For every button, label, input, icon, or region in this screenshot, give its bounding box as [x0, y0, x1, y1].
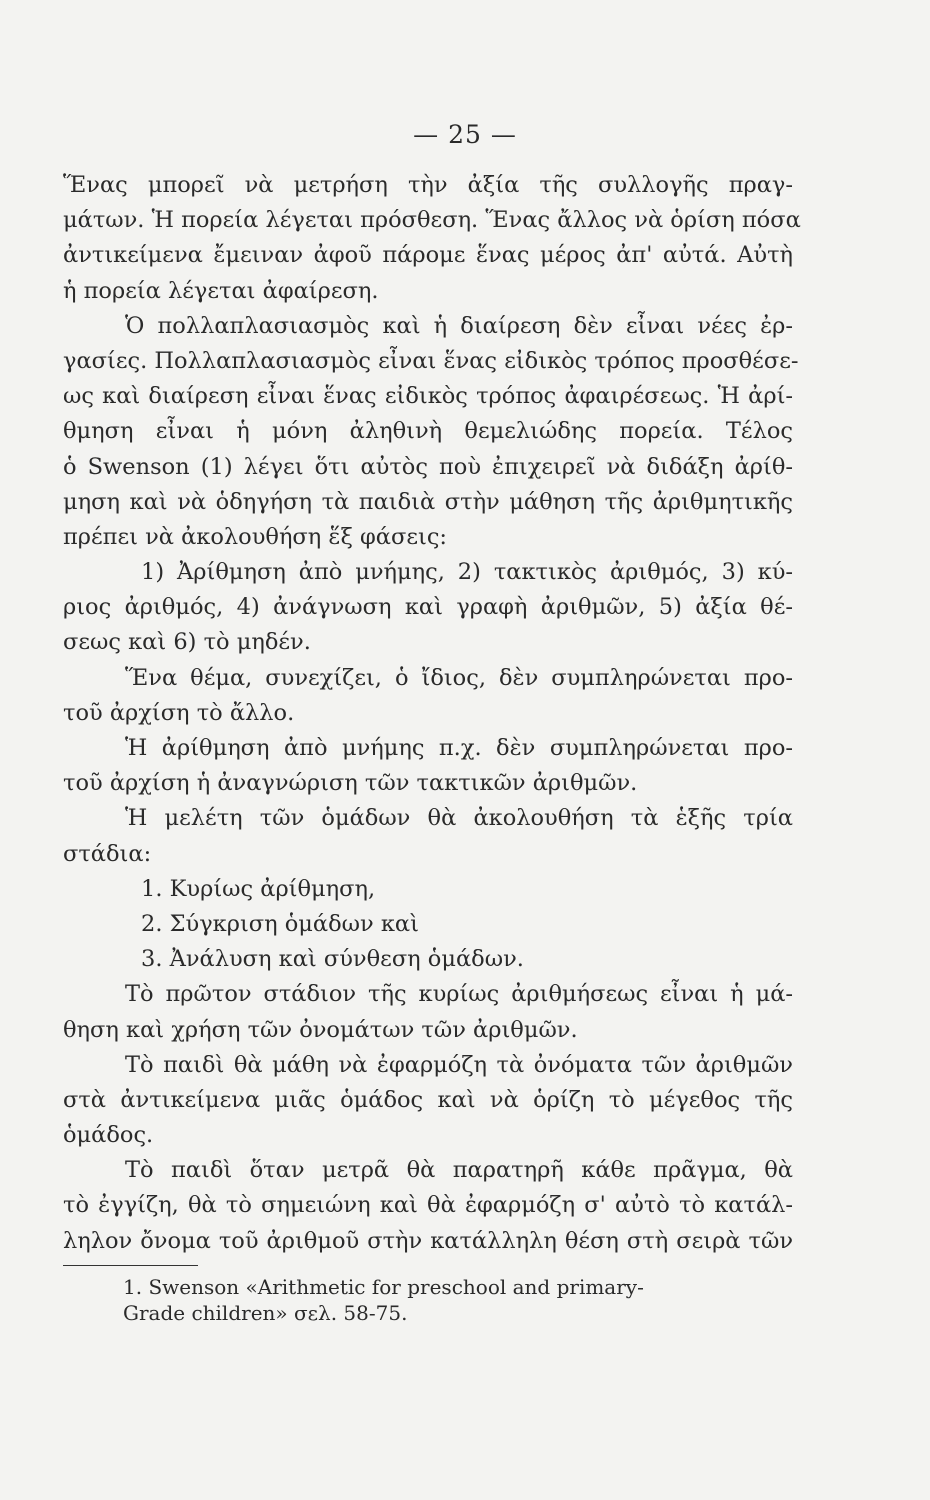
text-line: σεως καὶ 6) τὸ μηδέν. — [63, 629, 311, 656]
text-line: τοῦ ἀρχίση τὸ ἄλλο. — [63, 699, 295, 726]
text-line: ὁμάδος. — [63, 1122, 154, 1149]
text-line: Τὸ παιδὶ ὅταν μετρᾶ θὰ παρατηρῆ κάθε πρᾶγμα, θὰ — [125, 1157, 793, 1184]
text-line: Ἡ ἀρίθμηση ἀπὸ μνήμης π.χ. δὲν συμπληρώνεται προ- — [125, 735, 793, 761]
text-line: πρέπει νὰ ἀκολουθήση ἕξ φάσεις: — [63, 523, 448, 550]
text-line: Ἕνας μπορεῖ νὰ μετρήση τὴν ἀξία τῆς συλλογῆς πραγ- — [63, 172, 793, 198]
text-line: ριος ἀριθμός, 4) ἀνάγνωση καὶ γραφὴ ἀριθμῶν, 5) ἀξία θέ- — [63, 594, 793, 621]
text-line: τοῦ ἀρχίση ἡ ἀναγνώριση τῶν τακτικῶν ἀριθμῶν. — [63, 770, 638, 797]
text-line: 1) Ἀρίθμηση ἀπὸ μνήμης, 2) τακτικὸς ἀριθμός, 3) κύ- — [141, 559, 793, 586]
text-line: ως καὶ διαίρεση εἶναι ἕνας εἰδικὸς τρόπος ἀφαιρέσεως. Ἡ ἀρί- — [63, 383, 793, 410]
text-line: στὰ ἀντικείμενα μιᾶς ὁμάδος καὶ νὰ ὁρίζη τὸ μέγεθος τῆς — [63, 1086, 793, 1113]
text-line: Ἕνα θέμα, συνεχίζει, ὁ ἴδιος, δὲν συμπληρώνεται προ- — [125, 664, 793, 691]
text-line: θηση καὶ χρήση τῶν ὀνομάτων τῶν ἀριθμῶν. — [63, 1016, 578, 1043]
text-line: τὸ ἐγγίζη, θὰ τὸ σημειώνη καὶ θὰ ἐφαρμόζη σ' αὐτὸ τὸ κατάλ- — [63, 1192, 793, 1219]
text-line: ὁ Swenson (1) λέγει ὅτι αὐτὸς ποὺ ἐπιχειρεῖ νὰ διδάξη ἀρίθ- — [63, 453, 793, 480]
text-line: Ὁ πολλαπλασιασμὸς καὶ ἡ διαίρεση δὲν εἶναι νέες ἐρ- — [125, 312, 793, 339]
list-item: 3. Ἀνάλυση καὶ σύνθεση ὁμάδων. — [141, 946, 524, 973]
footnote — [63, 1274, 793, 1326]
footnote-line: 1. Swenson «Arithmetic for preschool and primary- — [123, 1275, 644, 1299]
list-item: 2. Σύγκριση ὁμάδων καὶ — [141, 910, 419, 937]
text-line: ληλον ὄνομα τοῦ ἀριθμοῦ στὴν κατάλληλη θέση στὴ σειρὰ τῶν — [63, 1227, 793, 1254]
text-line: ἀντικείμενα ἔμειναν ἀφοῦ πάρομε ἕνας μέρος ἀπ' αὐτά. Αὐτὴ — [63, 242, 793, 269]
body-text — [63, 168, 801, 1259]
footnote-divider — [63, 1265, 198, 1266]
text-line: μηση καὶ νὰ ὁδηγήση τὰ παιδιὰ στὴν μάθηση τῆς ἀριθμητικῆς — [63, 488, 793, 515]
text-line: στάδια: — [63, 840, 152, 867]
footnote-line: Grade children» σελ. 58-75. — [123, 1301, 408, 1325]
text-line: μάτων. Ἡ πορεία λέγεται πρόσθεση. Ἕνας ἄλλος νὰ ὁρίση πόσα — [63, 207, 801, 234]
text-line: ἡ πορεία λέγεται ἀφαίρεση. — [63, 277, 379, 304]
text-line: Ἡ μελέτη τῶν ὁμάδων θὰ ἀκολουθήση τὰ ἑξῆς τρία — [125, 805, 793, 832]
page-number: — 25 — — [413, 120, 517, 149]
text-line: γασίες. Πολλαπλασιασμὸς εἶναι ἕνας εἰδικὸς τρόπος προσθέσε- — [63, 347, 799, 374]
text-line: Τὸ παιδὶ θὰ μάθη νὰ ἐφαρμόζη τὰ ὀνόματα τῶν ἀριθμῶν — [125, 1051, 793, 1078]
text-line: Τὸ πρῶτον στάδιον τῆς κυρίως ἀριθμήσεως εἶναι ἡ μά- — [125, 981, 793, 1008]
list-item: 1. Κυρίως ἀρίθμηση, — [141, 875, 376, 902]
text-line: θμηση εἶναι ἡ μόνη ἀληθινὴ θεμελιώδης πορεία. Τέλος — [63, 418, 793, 445]
